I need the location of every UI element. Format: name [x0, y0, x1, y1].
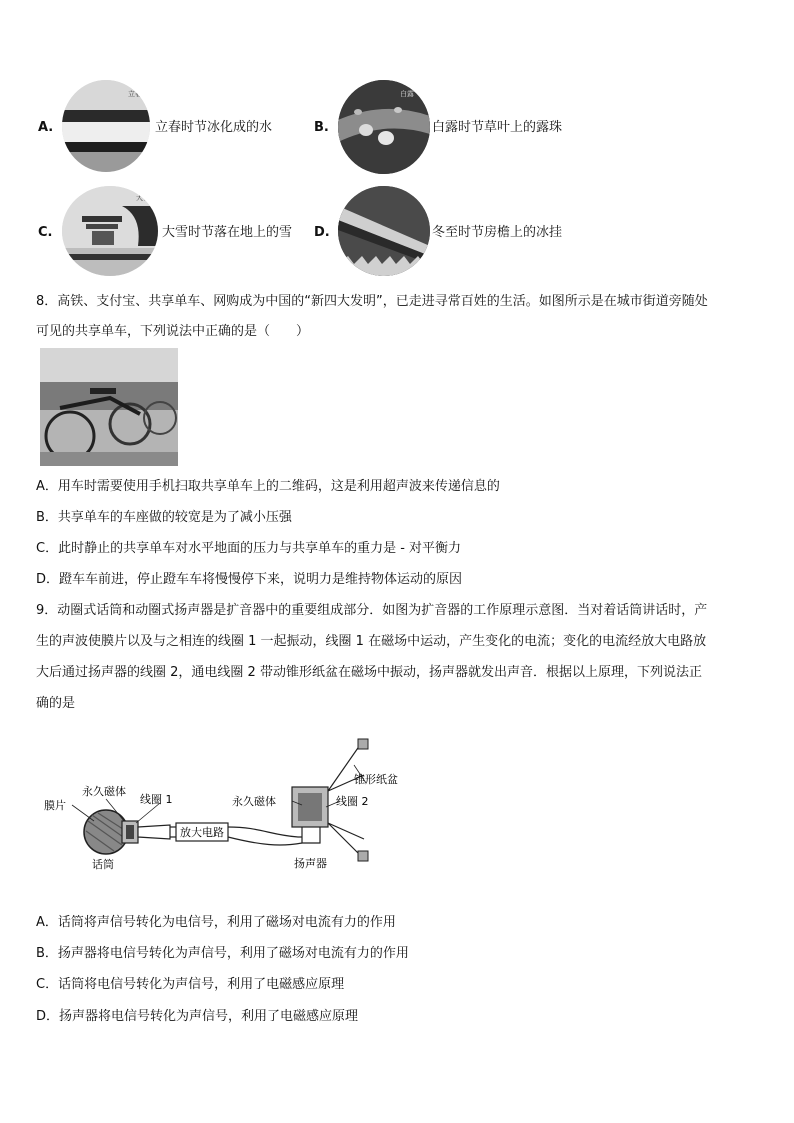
option-d-photo	[338, 186, 430, 276]
q9-stem-line2: 生的声波使膜片以及与之相连的线圈 1 一起振动，线圈 1 在磁场中运动，产生变化的电流；变化的电流经放大电路放	[36, 634, 707, 649]
magnet2-label: 永久磁体	[232, 795, 276, 808]
option-b-photo	[338, 80, 430, 174]
q9-option-d: D．扬声器将电信号转化为声信号，利用了电磁感应原理	[36, 1009, 359, 1024]
amplifier-label: 放大电路	[180, 826, 224, 839]
q8-stem-line1: 8．高铁、支付宝、共享单车、网购成为中国的“新四大发明”，已走进寻常百姓的生活。如图所示是在城市街道旁随处	[36, 294, 708, 309]
coil2-label: 线圈 2	[336, 795, 369, 808]
q8-option-b: B．共享单车的车座做的较宽是为了减小压强	[36, 510, 292, 525]
magnet1-label: 永久磁体	[82, 785, 126, 798]
cone-top	[358, 739, 368, 749]
option-c-photo	[62, 186, 158, 276]
membrane-label: 膜片	[44, 799, 66, 812]
q8-stem-line2: 可见的共享单车，下列说法中正确的是（ ）	[36, 324, 310, 339]
q9-stem-line3: 大后通过扬声器的线圈 2，通电线圈 2 带动锥形纸盆在磁场中振动，扬声器就发出声音．根据以上原理，下列说法正	[36, 665, 702, 680]
q9-stem-line4: 确的是	[36, 696, 76, 711]
q9-option-c: C．话筒将电信号转化为声信号，利用了电磁感应原理	[36, 977, 345, 992]
option-d-text: 冬至时节房檐上的冰挂	[432, 225, 563, 240]
option-a-letter: A.	[38, 120, 54, 135]
q9-stem-line1: 9．动圈式话筒和动圈式扬声器是扩音器中的重要组成部分．如图为扩音器的工作原理示意图．当对着话筒讲话时，产	[36, 603, 708, 618]
option-c-seal: 大雪	[136, 194, 150, 202]
option-d-letter: D.	[314, 225, 330, 240]
cone-bottom	[358, 851, 368, 861]
coil1-label: 线圈 1	[140, 793, 173, 806]
shared-bicycle-photo	[40, 348, 178, 466]
cone-label: 锥形纸盆	[354, 773, 398, 786]
q9-option-a: A．话筒将声信号转化为电信号，利用了磁场对电流有力的作用	[36, 915, 396, 930]
option-b-letter: B.	[314, 120, 329, 135]
option-b-text: 白露时节草叶上的露珠	[432, 120, 563, 135]
option-b-seal: 白露	[400, 90, 414, 98]
option-a-seal: 立春	[128, 90, 142, 98]
option-c-text: 大雪时节落在地上的雪	[162, 225, 293, 240]
q8-option-c: C．此时静止的共享单车对水平地面的压力与共享单车的重力是 - 对平衡力	[36, 541, 462, 556]
amplifier-diagram	[40, 735, 420, 875]
option-c-letter: C.	[38, 225, 53, 240]
q8-option-a: A．用车时需要使用手机扫取共享单车上的二维码，这是利用超声波来传递信息的	[36, 479, 500, 494]
q8-option-d: D．蹬车车前进，停止蹬车车将慢慢停下来，说明力是维持物体运动的原因	[36, 572, 463, 587]
q9-option-b: B．扬声器将电信号转化为声信号，利用了磁场对电流有力的作用	[36, 946, 409, 961]
option-a-photo	[62, 80, 150, 172]
mic-label: 话筒	[92, 858, 114, 871]
option-a-text: 立春时节冰化成的水	[155, 120, 273, 135]
speaker-label: 扬声器	[294, 857, 327, 870]
